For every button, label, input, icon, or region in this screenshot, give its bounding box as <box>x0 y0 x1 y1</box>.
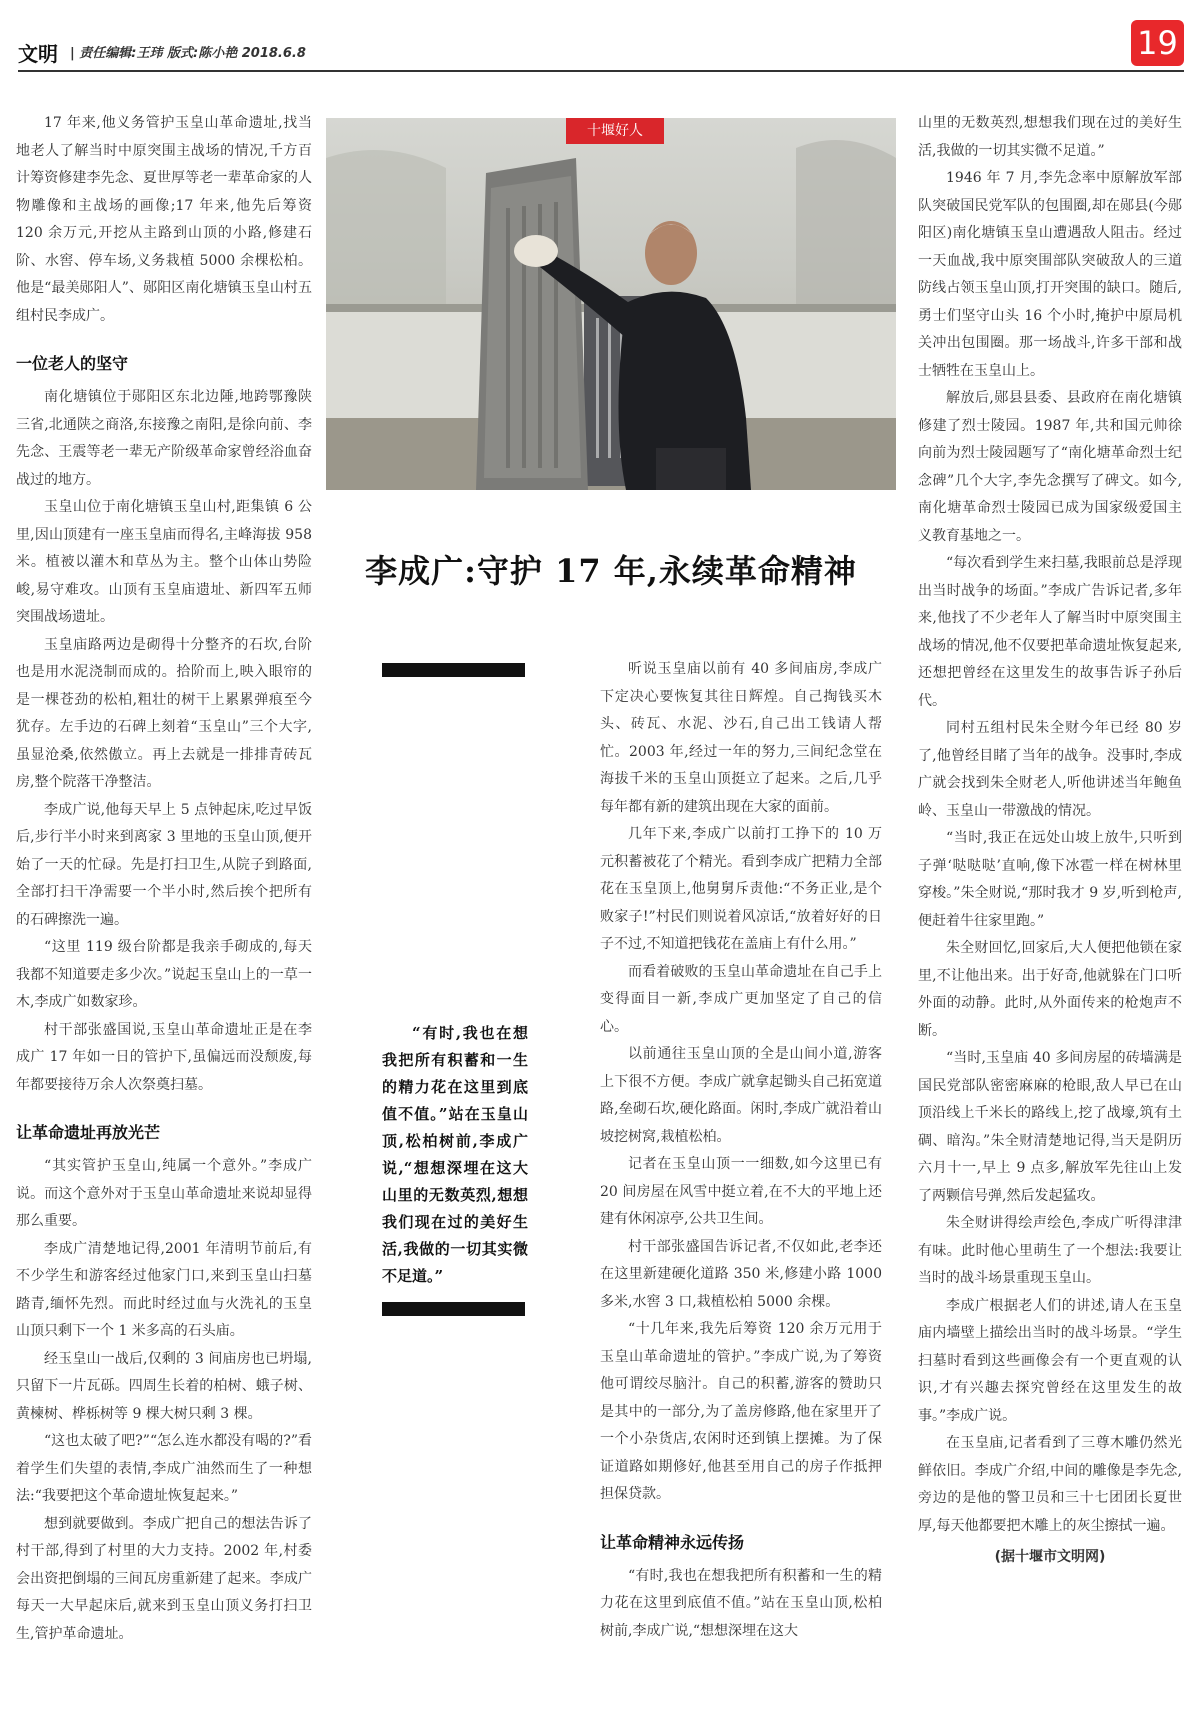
editor-credits: | 责任编辑:王玮 版式:陈小艳 2018.6.8 <box>70 46 306 61</box>
paragraph: 山里的无数英烈,想想我们现在过的美好生活,我做的一切其实微不足道。” <box>918 115 1182 159</box>
paragraph: 以前通往玉皇山顶的全是山间小道,游客上下很不方便。李成广就拿起锄头自己拓宽道路,垒砌石坎,硬化路面。闲时,李成广就沿着山坡挖树窝,栽植松柏。 <box>600 1046 882 1145</box>
article-column-4 <box>918 110 1182 1572</box>
quote-divider-top <box>382 663 525 677</box>
paragraph: “每次看到学生来扫墓,我眼前总是浮现出当时战争的场面。”李成广告诉记者,多年来,他找了不少老年人了解当时中原突围主战场的情况,他不仅要把革命遗址恢复起来,还想把曾经在这里发生的故事告诉子孙后代。 <box>918 555 1182 709</box>
paragraph: 同村五组村民朱全财今年已经 80 岁了,他曾经目睹了当年的战争。没事时,李成广就会找到朱全财老人,听他讲述当年鲍鱼岭、玉皇山一带激战的情况。 <box>918 720 1182 819</box>
subheading: 让革命精神永远传扬 <box>600 1532 745 1552</box>
paragraph: 1946 年 7 月,李先念率中原解放军部队突破国民党军队的包围圈,却在郧县(今郧阳区)南化塘镇玉皇山遭遇敌人阻击。经过一天血战,我中原突围部队突破敌人的三道防线占领玉皇山顶,打开突围的缺口。随后,勇士们坚守山头 16 个小时,掩护中原局机关冲出包围圈。那一场战斗,许多干部和战士牺牲在玉皇山上。 <box>918 170 1182 379</box>
paragraph: 在玉皇庙,记者看到了三尊木雕仍然光鲜依旧。李成广介绍,中间的雕像是李先念,旁边的是他的警卫员和三十七团团长夏世厚,每天他都要把木雕上的灰尘擦拭一遍。 <box>918 1435 1182 1534</box>
paragraph: 李成广根据老人们的讲述,请人在玉皇庙内墙壁上描绘出当时的战斗场景。“学生扫墓时看到这些画像会有一个更直观的认识,才有兴趣去探究曾经在这里发生的故事。”李成广说。 <box>918 1297 1182 1424</box>
pull-quote <box>382 1020 528 1290</box>
column-tag: 十堰好人 <box>566 118 664 144</box>
paragraph: 玉皇山位于南化塘镇玉皇山村,距集镇 6 公里,因山顶建有一座玉皇庙而得名,主峰海拔 958 米。植被以灌木和草丛为主。整个山体山势险峻,易守难攻。山顶有玉皇庙遗址、新四军五师突围战场遗址。 <box>16 499 312 625</box>
paragraph: 经玉皇山一战后,仅剩的 3 间庙房也已坍塌,只留下一片瓦砾。四周生长着的柏树、蛾子树、黄楝树、桦栎树等 9 棵大树只剩 3 棵。 <box>16 1350 312 1422</box>
paragraph: 李成广清楚地记得,2001 年清明节前后,有不少学生和游客经过他家门口,来到玉皇山扫墓踏青,缅怀先烈。而此时经过血与火洗礼的玉皇山顶只剩下一个 1 米多高的石头庙。 <box>16 1240 312 1339</box>
paragraph: “当时,我正在远处山坡上放牛,只听到子弹‘哒哒哒’直响,像下冰雹一样在树林里穿梭。”朱全财说,“那时我才 9 岁,听到枪声,便赶着牛往家里跑。” <box>918 830 1182 929</box>
page-header <box>18 30 1184 72</box>
source-credit: (据十堰市文明网) <box>994 1549 1106 1565</box>
paragraph: 村干部张盛国告诉记者,不仅如此,老李还在这里新建硬化道路 350 米,修建小路 1000 多米,水窖 3 口,栽植松柏 5000 余棵。 <box>600 1238 882 1310</box>
feature-photo <box>326 118 896 490</box>
quote-divider-bottom <box>382 1302 525 1316</box>
article-column-3 <box>600 656 882 1645</box>
article-headline: 李成广:守护 17 年,永续革命精神 <box>365 552 857 590</box>
paragraph: 想到就要做到。李成广把自己的想法告诉了村干部,得到了村里的大力支持。2002 年,村委会出资把倒塌的三间瓦房重新建了起来。李成广每天一大早起床后,就来到玉皇山顶义务打扫卫生,管护革命遗址。 <box>16 1515 312 1642</box>
paragraph: 而看着破败的玉皇山革命遗址在自己手上变得面目一新,李成广更加坚定了自己的信心。 <box>600 963 882 1035</box>
photo-illustration <box>326 118 896 490</box>
paragraph: “十几年来,我先后筹资 120 余万元用于玉皇山革命遗址的管护。”李成广说,为了筹资他可谓绞尽脑汁。自己的积蓄,游客的赞助只是其中的一部分,为了盖房修路,他在家里开了一个小杂货店,农闲时还到镇上摆摊。为了保证道路如期修好,他甚至用自己的房子作抵押担保贷款。 <box>600 1321 882 1502</box>
article-column-1 <box>16 110 312 1648</box>
paragraph: “当时,玉皇庙 40 多间房屋的砖墙满是国民党部队密密麻麻的枪眼,敌人早已在山顶沿线上千米长的路线上,挖了战壕,筑有土碉、暗沟。”朱全财清楚地记得,当天是阴历六月十一,早上 9 点多,解放军先往山上发了两颗信号弹,然后发起猛攻。 <box>918 1050 1182 1204</box>
subheading: 一位老人的坚守 <box>16 354 129 373</box>
paragraph: 听说玉皇庙以前有 40 多间庙房,李成广下定决心要恢复其往日辉煌。自己掏钱买木头、砖瓦、水泥、沙石,自己出工钱请人帮忙。2003 年,经过一年的努力,三间纪念堂在海拔千米的玉皇山顶挺立了起来。之后,几乎每年都有新的建筑出现在大家的面前。 <box>600 661 882 815</box>
paragraph: 朱全财回忆,回家后,大人便把他锁在家里,不让他出来。出于好奇,他就躲在门口听外面的动静。此时,从外面传来的枪炮声不断。 <box>918 940 1182 1039</box>
paragraph: 解放后,郧县县委、县政府在南化塘镇修建了烈士陵园。1987 年,共和国元帅徐向前为烈士陵园题写了“南化塘革命烈士纪念碑”几个大字,李先念撰写了碑文。如今,南化塘革命烈士陵园已成为国家级爱国主义教育基地之一。 <box>918 390 1182 544</box>
paragraph: “这里 119 级台阶都是我亲手砌成的,每天我都不知道要走多少次。”说起玉皇山上的一草一木,李成广如数家珍。 <box>16 939 312 1010</box>
paragraph: 村干部张盛国说,玉皇山革命遗址正是在李成广 17 年如一日的管护下,虽偏远而没颓废,每年都要接待万余人次祭奠扫墓。 <box>16 1021 312 1093</box>
paragraph: “其实管护玉皇山,纯属一个意外。”李成广说。而这个意外对于玉皇山革命遗址来说却显得那么重要。 <box>16 1158 312 1229</box>
paragraph: 几年下来,李成广以前打工挣下的 10 万元积蓄被花了个精光。看到李成广把精力全部花在玉皇顶上,他舅舅斥责他:“不务正业,是个败家子!”村民们则说着风凉话,“放着好好的日子不过,不知道把钱花在盖庙上有什么用。” <box>600 826 882 952</box>
paragraph: 朱全财讲得绘声绘色,李成广听得津津有味。此时他心里萌生了一个想法:我要让当时的战斗场景重现玉皇山。 <box>918 1215 1182 1286</box>
paragraph: 玉皇庙路两边是砌得十分整齐的石坎,台阶也是用水泥浇制而成的。拾阶而上,映入眼帘的是一棵苍劲的松柏,粗壮的树干上累累弹痕至今犹存。左手边的石碑上刻着“玉皇山”三个大字,虽显沧桑,依然傲立。再上去就是一排排青砖瓦房,整个院落干净整洁。 <box>16 636 312 790</box>
subheading: 让革命遗址再放光芒 <box>16 1123 161 1142</box>
pull-quote-text: “有时,我也在想我把所有积蓄和一生的精力花在这里到底值不值。”站在玉皇山顶,松柏树前,李成广说,“想想深埋在这大山里的无数英烈,想想我们现在过的美好生活,我做的一切其实微不足道。” <box>382 1024 528 1285</box>
paragraph: “有时,我也在想我把所有积蓄和一生的精力花在这里到底值不值。”站在玉皇山顶,松柏树前,李成广说,“想想深埋在这大 <box>600 1567 882 1639</box>
paragraph: 李成广说,他每天早上 5 点钟起床,吃过早饭后,步行半小时来到离家 3 里地的玉皇山顶,便开始了一天的忙碌。先是打扫卫生,从院子到路面,全部打扫干净需要一个半小时,然后挨个把所有的石碑擦洗一遍。 <box>16 801 312 928</box>
paragraph: 记者在玉皇山顶一一细数,如今这里已有 20 间房屋在风雪中挺立着,在不大的平地上还建有休闲凉亭,公共卫生间。 <box>600 1156 882 1227</box>
page-number-badge: 19 <box>1131 20 1184 66</box>
paragraph: 南化塘镇位于郧阳区东北边陲,地跨鄂豫陕三省,北通陕之商洛,东接豫之南阳,是徐向前、李先念、王震等老一辈无产阶级革命家曾经浴血奋战过的地方。 <box>16 389 312 488</box>
paragraph: “这也太破了吧?”“怎么连水都没有喝的?”看着学生们失望的表情,李成广油然而生了一种想法:“我要把这个革命遗址恢复起来。” <box>16 1433 312 1504</box>
paragraph: 17 年来,他义务管护玉皇山革命遗址,找当地老人了解当时中原突围主战场的情况,千方百计筹资修建李先念、夏世厚等老一辈革命家的人物雕像和主战场的画像;17 年来,他先后筹资 120 余万元,开挖从主路到山顶的小路,修建石阶、水窖、停车场,义务栽植 5000 余棵松柏。他是“最美郧阳人”、郧阳区南化塘镇玉皇山村五组村民李成广。 <box>16 115 312 324</box>
section-title: 文明 <box>18 42 58 66</box>
